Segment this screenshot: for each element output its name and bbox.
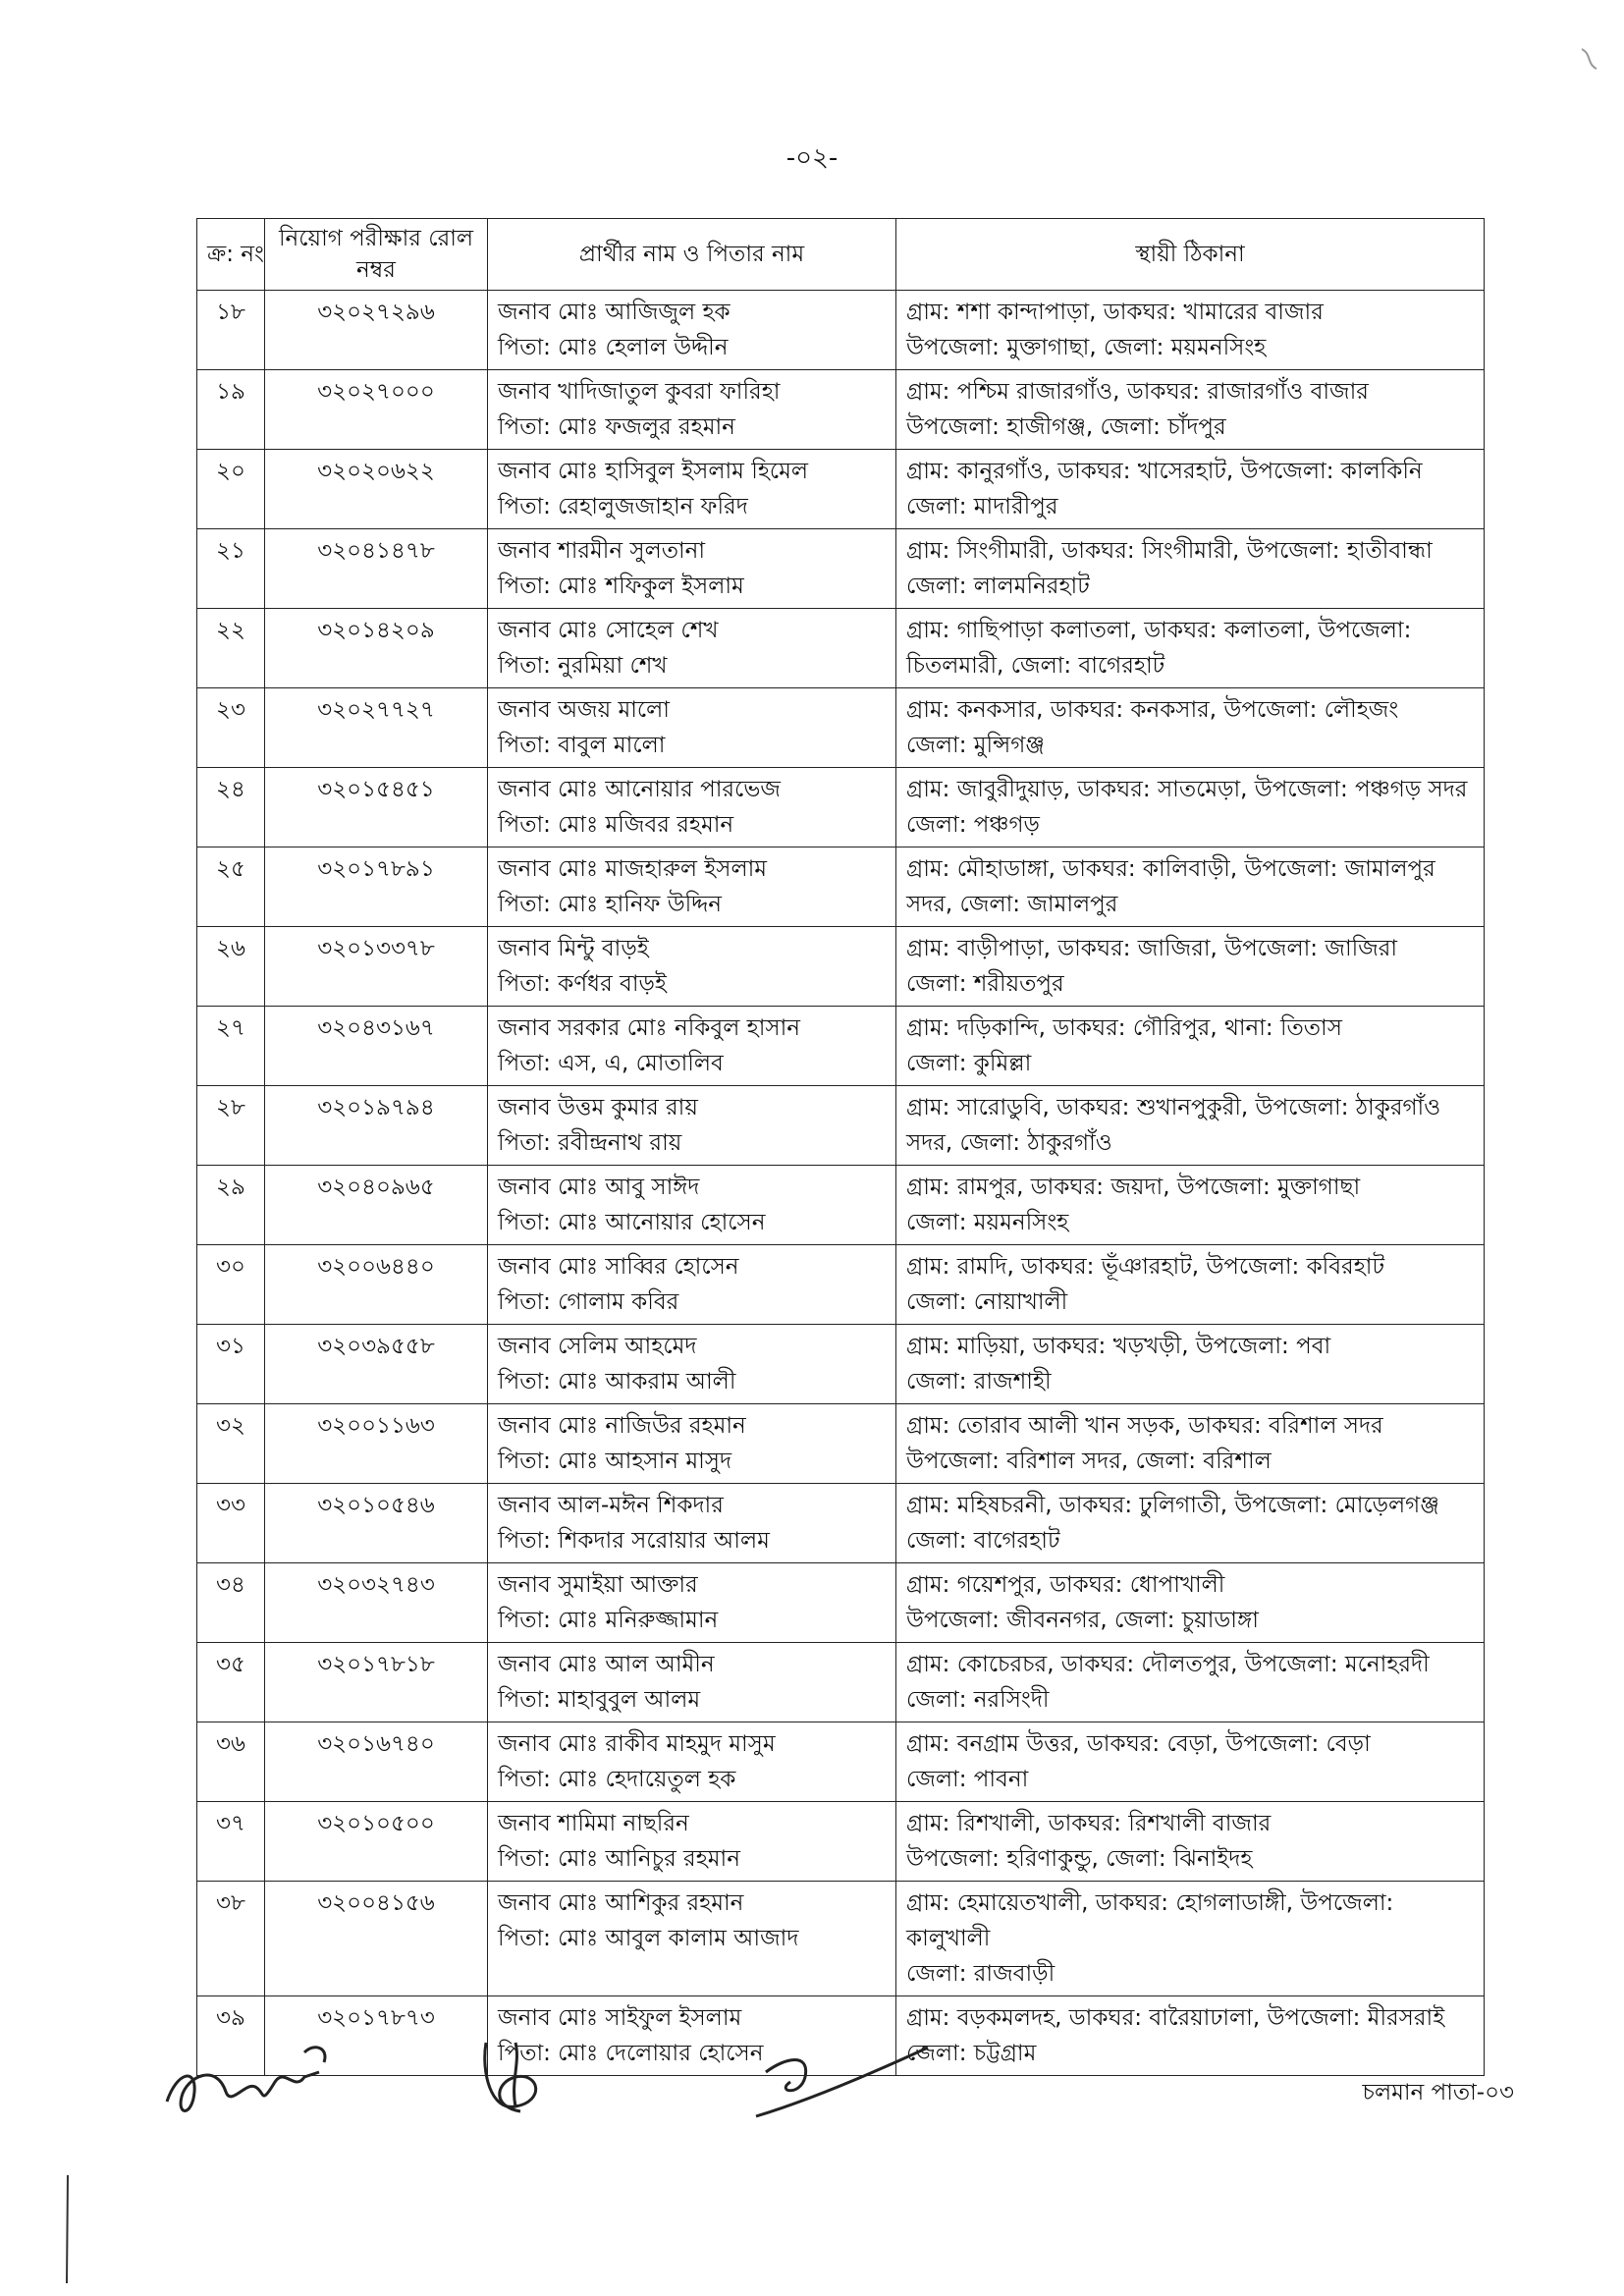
address-cell-line-2: চিতলমারী, জেলা: বাগেরহাট (906, 653, 1165, 679)
signature-1 (157, 2023, 363, 2131)
margin-mark (63, 2175, 73, 2283)
address-cell (896, 529, 1485, 609)
name-cell-line-2: পিতা: মোঃ আকরাম আলী (498, 1369, 736, 1394)
name-cell-line-1: জনাব মোঃ আনোয়ার পারভেজ (498, 777, 781, 802)
name-cell (488, 1166, 896, 1245)
name-cell-line-1: জনাব সুমাইয়া আক্তার (498, 1572, 698, 1598)
serial-cell (197, 1484, 265, 1563)
address-cell-line-1: গ্রাম: বড়কমলদহ, ডাকঘর: বারৈয়াঢালা, উপজেলা: মীরসরাই (906, 2005, 1445, 2031)
table-row (197, 927, 1485, 1007)
serial-cell-line-1: ২০ (216, 459, 245, 484)
table-row (197, 1245, 1485, 1325)
address-cell (896, 1086, 1485, 1166)
address-cell-line-2: জেলা: বাগেরহাট (906, 1528, 1060, 1554)
roll-cell-line-1: ৩২০০৬৪৪০ (317, 1254, 435, 1280)
name-cell-line-1: জনাব মোঃ আজিজুল হক (498, 300, 731, 325)
serial-cell (197, 1245, 265, 1325)
table-row (197, 450, 1485, 529)
table-row (197, 1643, 1485, 1722)
roll-cell-line-1: ৩২০১৭৮১৮ (317, 1652, 435, 1677)
roll-cell (265, 1643, 488, 1722)
header-address: স্থায়ী ঠিকানা (896, 219, 1485, 291)
name-cell-line-2: পিতা: মোঃ আবুল কালাম আজাদ (498, 1926, 799, 1951)
address-cell-line-1: গ্রাম: মহিষচরনী, ডাকঘর: ঢুলিগাতী, উপজেলা: মোড়েলগঞ্জ (906, 1493, 1439, 1518)
serial-cell (197, 768, 265, 847)
address-cell (896, 688, 1485, 768)
roll-cell (265, 1404, 488, 1484)
roll-cell-line-1: ৩২০১৪২০৯ (317, 618, 435, 643)
roll-cell-line-1: ৩২০৩৯৫৫৮ (317, 1334, 435, 1359)
table-row (197, 529, 1485, 609)
name-cell (488, 1086, 896, 1166)
serial-cell (197, 1722, 265, 1802)
roll-cell-line-1: ৩২০৪৩১৬৭ (317, 1015, 435, 1041)
address-cell (896, 847, 1485, 927)
name-cell (488, 529, 896, 609)
corner-mark (1577, 39, 1606, 79)
address-cell-line-1: গ্রাম: জাবুরীদুয়াড়, ডাকঘর: সাতমেড়া, উপজেলা: পঞ্চগড় সদর (906, 777, 1468, 802)
serial-cell (197, 1563, 265, 1643)
address-cell-line-2: জেলা: নোয়াখালী (906, 1289, 1068, 1315)
roll-cell (265, 688, 488, 768)
roll-cell-line-1: ৩২০৪০৯৬৫ (317, 1175, 435, 1200)
table-row (197, 291, 1485, 370)
name-cell (488, 1245, 896, 1325)
name-cell-line-2: পিতা: মোঃ হানিফ উদ্দিন (498, 892, 722, 917)
name-cell-line-1: জনাব মোঃ সাব্বির হোসেন (498, 1254, 739, 1280)
address-cell-line-1: গ্রাম: সারোডুবি, ডাকঘর: শুখানপুকুরী, উপজেলা: ঠাকুরগাঁও (906, 1095, 1441, 1121)
serial-cell-line-1: ৩১ (216, 1334, 245, 1359)
name-cell-line-2: পিতা: মোঃ মজিবর রহমান (498, 812, 734, 838)
name-cell-line-2: পিতা: কর্ণধর বাড়ই (498, 971, 667, 997)
address-cell (896, 768, 1485, 847)
name-cell-line-2: পিতা: এস, এ, মোতালিব (498, 1051, 724, 1076)
serial-cell (197, 1882, 265, 1996)
address-cell-line-2: জেলা: কুমিল্লা (906, 1051, 1032, 1076)
address-cell-line-2: জেলা: মুন্সিগঞ্জ (906, 733, 1045, 758)
name-cell-line-2: পিতা: শিকদার সরোয়ার আলম (498, 1528, 770, 1554)
address-cell (896, 291, 1485, 370)
serial-cell-line-1: ৩৮ (216, 1890, 245, 1916)
name-cell-line-1: জনাব মোঃ সোহেল শেখ (498, 618, 719, 643)
table-row (197, 1086, 1485, 1166)
address-cell-line-2: জেলা: চট্টগ্রাম (906, 2041, 1037, 2066)
name-cell-line-2: পিতা: মোঃ হেদায়েতুল হক (498, 1767, 736, 1792)
serial-cell-line-1: ২৮ (216, 1095, 245, 1121)
name-cell (488, 927, 896, 1007)
table-row (197, 609, 1485, 688)
name-cell-line-1: জনাব খাদিজাতুল কুবরা ফারিহা (498, 379, 781, 405)
address-cell (896, 1722, 1485, 1802)
table-row (197, 1882, 1485, 1996)
address-cell-line-1: গ্রাম: তোরাব আলী খান সড়ক, ডাকঘর: বরিশাল সদর (906, 1413, 1383, 1439)
serial-cell-line-1: ২১ (216, 538, 245, 564)
roll-cell (265, 1086, 488, 1166)
serial-cell-line-1: ২২ (216, 618, 245, 643)
table-header-row (197, 219, 1485, 291)
name-cell-line-1: জনাব মোঃ মাজহারুল ইসলাম (498, 856, 768, 882)
name-cell-line-2: পিতা: মোঃ আনিচুর রহমান (498, 1846, 740, 1872)
name-cell-line-1: জনাব মোঃ আশিকুর রহমান (498, 1890, 744, 1916)
roll-cell (265, 450, 488, 529)
name-cell (488, 291, 896, 370)
name-cell-line-2: পিতা: রেহালুজজাহান ফরিদ (498, 494, 748, 519)
roll-cell-line-1: ৩২০১৬৭৪০ (317, 1731, 435, 1757)
address-cell-line-1: গ্রাম: রামদি, ডাকঘর: ভূঁঞারহাট, উপজেলা: কবিরহাট (906, 1254, 1384, 1280)
roll-cell-line-1: ৩২০২৭৭২৭ (317, 697, 435, 723)
roll-cell-line-1: ৩২০৩২৭৪৩ (317, 1572, 435, 1598)
name-cell-line-1: জনাব মোঃ নাজিউর রহমান (498, 1413, 746, 1439)
address-cell-line-2: উপজেলা: হাজীগঞ্জ, জেলা: চাঁদপুর (906, 414, 1226, 440)
name-cell-line-1: জনাব মোঃ রাকীব মাহমুদ মাসুম (498, 1731, 776, 1757)
name-cell-line-1: জনাব আল-মঈন শিকদার (498, 1493, 724, 1518)
address-cell-line-2: জেলা: শরীয়তপুর (906, 971, 1064, 997)
roll-cell (265, 768, 488, 847)
address-cell (896, 1802, 1485, 1882)
serial-cell (197, 1802, 265, 1882)
table-row (197, 1007, 1485, 1086)
name-cell-line-2: পিতা: বাবুল মালো (498, 733, 666, 758)
serial-cell-line-1: ৩২ (216, 1413, 245, 1439)
serial-cell (197, 1643, 265, 1722)
address-cell-line-2: উপজেলা: বরিশাল সদর, জেলা: বরিশাল (906, 1449, 1272, 1474)
address-cell-line-1: গ্রাম: রিশখালী, ডাকঘর: রিশখালী বাজার (906, 1811, 1272, 1836)
roll-cell-line-1: ৩২০১০৫০০ (317, 1811, 435, 1836)
name-cell (488, 1563, 896, 1643)
serial-cell (197, 688, 265, 768)
address-cell-line-2: জেলা: পঞ্চগড় (906, 812, 1040, 838)
roll-cell-line-1: ৩২০১৫৪৫১ (317, 777, 435, 802)
address-cell-line-2: জেলা: ময়মনসিংহ (906, 1210, 1069, 1235)
address-cell-line-2: জেলা: লালমনিরহাট (906, 574, 1090, 599)
address-cell-line-2: সদর, জেলা: জামালপুর (906, 892, 1118, 917)
name-cell-line-1: জনাব মোঃ সাইফুল ইসলাম (498, 2005, 742, 2031)
roll-cell-line-1: ৩২০০৪১৫৬ (317, 1890, 435, 1916)
name-cell-line-1: জনাব সেলিম আহমেদ (498, 1334, 697, 1359)
address-cell (896, 1643, 1485, 1722)
name-cell (488, 1722, 896, 1802)
serial-cell-line-1: ১৮ (216, 300, 245, 325)
name-cell (488, 370, 896, 450)
address-cell (896, 1882, 1485, 1996)
candidate-table (196, 218, 1485, 2076)
serial-cell-line-1: ৩০ (216, 1254, 245, 1280)
name-cell-line-1: জনাব মোঃ হাসিবুল ইসলাম হিমেল (498, 459, 809, 484)
name-cell (488, 847, 896, 927)
serial-cell (197, 529, 265, 609)
serial-cell-line-1: ২৫ (216, 856, 245, 882)
address-cell (896, 450, 1485, 529)
continued-page-note: চলমান পাতা-০৩ (1362, 2080, 1514, 2105)
address-cell-line-1: গ্রাম: হেমায়েতখালী, ডাকঘর: হোগলাডাঙ্গী, উপজেলা: কালুখালী (906, 1890, 1394, 1951)
name-cell-line-2: পিতা: রবীন্দ্রনাথ রায় (498, 1130, 682, 1156)
name-cell (488, 1484, 896, 1563)
address-cell-line-1: গ্রাম: বনগ্রাম উত্তর, ডাকঘর: বেড়া, উপজেলা: বেড়া (906, 1731, 1371, 1757)
address-cell (896, 1245, 1485, 1325)
serial-cell (197, 291, 265, 370)
roll-cell-line-1: ৩২০১০৫৪৬ (317, 1493, 435, 1518)
table-row (197, 1484, 1485, 1563)
address-cell-line-2: জেলা: মাদারীপুর (906, 494, 1058, 519)
roll-cell-line-1: ৩২০২৭২৯৬ (317, 300, 435, 325)
address-cell-line-1: গ্রাম: কোচেরচর, ডাকঘর: দৌলতপুর, উপজেলা: মনোহরদী (906, 1652, 1430, 1677)
roll-cell (265, 1882, 488, 1996)
roll-cell (265, 847, 488, 927)
table-row (197, 1802, 1485, 1882)
serial-cell-line-1: ২৬ (216, 936, 245, 961)
address-cell (896, 1563, 1485, 1643)
address-cell-line-1: গ্রাম: কানুরগাঁও, ডাকঘর: খাসেরহাট, উপজেলা: কালকিনি (906, 459, 1423, 484)
address-cell-line-1: গ্রাম: সিংগীমারী, ডাকঘর: সিংগীমারী, উপজেলা: হাতীবান্ধা (906, 538, 1433, 564)
address-cell-line-1: গ্রাম: পশ্চিম রাজারগাঁও, ডাকঘর: রাজারগাঁও বাজার (906, 379, 1369, 405)
address-cell-line-1: গ্রাম: মাড়িয়া, ডাকঘর: খড়খড়ী, উপজেলা: পবা (906, 1334, 1331, 1359)
table-row (197, 1166, 1485, 1245)
serial-cell (197, 1404, 265, 1484)
table-body (197, 291, 1485, 2076)
table-row (197, 1325, 1485, 1404)
table-row (197, 768, 1485, 847)
address-cell-line-1: গ্রাম: কনকসার, ডাকঘর: কনকসার, উপজেলা: লৌহজং (906, 697, 1399, 723)
signature-3 (746, 2023, 943, 2131)
roll-cell-line-1: ৩২০১৩৩৭৮ (317, 936, 435, 961)
table-row (197, 1722, 1485, 1802)
address-cell-line-1: গ্রাম: দড়িকান্দি, ডাকঘর: গৌরিপুর, থানা: তিতাস (906, 1015, 1342, 1041)
serial-cell (197, 1166, 265, 1245)
name-cell (488, 1404, 896, 1484)
name-cell-line-2: পিতা: মোঃ দেলোয়ার হোসেন (498, 2041, 764, 2066)
name-cell (488, 609, 896, 688)
name-cell-line-1: জনাব মোঃ আবু সাঈদ (498, 1175, 700, 1200)
name-cell-line-1: জনাব সরকার মোঃ নকিবুল হাসান (498, 1015, 800, 1041)
address-cell-line-1: গ্রাম: শশা কান্দাপাড়া, ডাকঘর: খামারের বাজার (906, 300, 1324, 325)
header-name: প্রার্থীর নাম ও পিতার নাম (488, 219, 896, 291)
address-cell (896, 1166, 1485, 1245)
serial-cell-line-1: ২৭ (216, 1015, 245, 1041)
roll-cell (265, 1484, 488, 1563)
serial-cell-line-1: ৩৯ (216, 2005, 245, 2031)
roll-cell-line-1: ৩২০৪১৪৭৮ (317, 538, 435, 564)
address-cell-line-2: উপজেলা: জীবননগর, জেলা: চুয়াডাঙ্গা (906, 1608, 1259, 1633)
name-cell-line-2: পিতা: মাহাবুবুল আলম (498, 1687, 701, 1713)
address-cell (896, 927, 1485, 1007)
roll-cell (265, 1007, 488, 1086)
name-cell-line-2: পিতা: মোঃ হেলাল উদ্দীন (498, 335, 729, 360)
table-row (197, 688, 1485, 768)
roll-cell (265, 370, 488, 450)
roll-cell (265, 609, 488, 688)
roll-cell-line-1: ৩২০২০৬২২ (317, 459, 435, 484)
address-cell-line-2: উপজেলা: মুক্তাগাছা, জেলা: ময়মনসিংহ (906, 335, 1267, 360)
address-cell-line-1: গ্রাম: বাড়ীপাড়া, ডাকঘর: জাজিরা, উপজেলা: জাজিরা (906, 936, 1398, 961)
page-number: -০২- (785, 143, 839, 173)
table-row (197, 370, 1485, 450)
roll-cell (265, 1722, 488, 1802)
address-cell-line-2: জেলা: পাবনা (906, 1767, 1029, 1792)
address-cell (896, 370, 1485, 450)
address-cell (896, 1007, 1485, 1086)
serial-cell-line-1: ২৯ (216, 1175, 245, 1200)
serial-cell-line-1: ২৩ (216, 697, 245, 723)
roll-cell-line-1: ৩২০০১১৬৩ (317, 1413, 435, 1439)
name-cell-line-2: পিতা: মোঃ শফিকুল ইসলাম (498, 574, 744, 599)
address-cell-line-2: উপজেলা: হরিণাকুন্ডু, জেলা: ঝিনাইদহ (906, 1846, 1253, 1872)
name-cell (488, 1802, 896, 1882)
name-cell (488, 450, 896, 529)
address-cell-line-1: গ্রাম: মৌহাডাঙ্গা, ডাকঘর: কালিবাড়ী, উপজেলা: জামালপুর (906, 856, 1435, 882)
roll-cell-line-1: ৩২০১৭৮৭৩ (317, 2005, 435, 2031)
address-cell (896, 609, 1485, 688)
serial-cell-line-1: ৩৪ (216, 1572, 245, 1598)
serial-cell-line-1: ১৯ (216, 379, 245, 405)
roll-cell (265, 1802, 488, 1882)
name-cell (488, 1882, 896, 1996)
name-cell (488, 768, 896, 847)
name-cell-line-2: পিতা: মোঃ ফজলুর রহমান (498, 414, 735, 440)
roll-cell (265, 1166, 488, 1245)
address-cell-line-2: জেলা: নরসিংদী (906, 1687, 1050, 1713)
serial-cell (197, 609, 265, 688)
name-cell-line-1: জনাব শামিমা নাছরিন (498, 1811, 689, 1836)
roll-cell-line-1: ৩২০২৭০০০ (317, 379, 435, 405)
header-roll: নিয়োগ পরীক্ষার রোল নম্বর (265, 219, 488, 291)
serial-cell (197, 370, 265, 450)
address-cell (896, 1996, 1485, 2076)
table-row (197, 1404, 1485, 1484)
name-cell (488, 688, 896, 768)
serial-cell (197, 1325, 265, 1404)
header-serial: ক্র: নং (197, 219, 265, 291)
serial-cell (197, 927, 265, 1007)
serial-cell-line-1: ৩৬ (216, 1731, 245, 1757)
address-cell-line-1: গ্রাম: গাছিপাড়া কলাতলা, ডাকঘর: কলাতলা, উপজেলা: (906, 618, 1412, 643)
name-cell (488, 1325, 896, 1404)
name-cell-line-1: জনাব মোঃ আল আমীন (498, 1652, 715, 1677)
address-cell (896, 1404, 1485, 1484)
name-cell-line-2: পিতা: নুরমিয়া শেখ (498, 653, 668, 679)
address-cell-line-1: গ্রাম: রামপুর, ডাকঘর: জয়দা, উপজেলা: মুক্তাগাছা (906, 1175, 1361, 1200)
roll-cell (265, 291, 488, 370)
table-row (197, 847, 1485, 927)
roll-cell (265, 1563, 488, 1643)
address-cell-line-2: জেলা: রাজবাড়ী (906, 1961, 1056, 1987)
name-cell (488, 1007, 896, 1086)
name-cell-line-1: জনাব শারমীন সুলতানা (498, 538, 706, 564)
roll-cell-line-1: ৩২০১৭৮৯১ (317, 856, 435, 882)
name-cell-line-2: পিতা: মোঃ মনিরুজ্জামান (498, 1608, 719, 1633)
signature-2 (461, 2023, 569, 2131)
serial-cell (197, 847, 265, 927)
address-cell-line-2: জেলা: রাজশাহী (906, 1369, 1052, 1394)
name-cell (488, 1643, 896, 1722)
serial-cell-line-1: ৩৭ (216, 1811, 245, 1836)
name-cell-line-1: জনাব মিন্টু বাড়ই (498, 936, 649, 961)
serial-cell (197, 1007, 265, 1086)
serial-cell (197, 450, 265, 529)
name-cell-line-2: পিতা: মোঃ আনোয়ার হোসেন (498, 1210, 766, 1235)
roll-cell-line-1: ৩২০১৯৭৯৪ (317, 1095, 435, 1121)
table-row (197, 1563, 1485, 1643)
name-cell-line-1: জনাব অজয় মালো (498, 697, 670, 723)
name-cell-line-2: পিতা: মোঃ আহসান মাসুদ (498, 1449, 732, 1474)
serial-cell-line-1: ২৪ (216, 777, 245, 802)
name-cell-line-2: পিতা: গোলাম কবির (498, 1289, 679, 1315)
address-cell (896, 1484, 1485, 1563)
roll-cell (265, 1245, 488, 1325)
roll-cell (265, 529, 488, 609)
address-cell-line-1: গ্রাম: গয়েশপুর, ডাকঘর: ধোপাখালী (906, 1572, 1225, 1598)
roll-cell (265, 927, 488, 1007)
serial-cell-line-1: ৩৩ (216, 1493, 245, 1518)
serial-cell (197, 1086, 265, 1166)
address-cell (896, 1325, 1485, 1404)
serial-cell-line-1: ৩৫ (216, 1652, 245, 1677)
name-cell-line-1: জনাব উত্তম কুমার রায় (498, 1095, 698, 1121)
address-cell-line-2: সদর, জেলা: ঠাকুরগাঁও (906, 1130, 1112, 1156)
roll-cell (265, 1325, 488, 1404)
